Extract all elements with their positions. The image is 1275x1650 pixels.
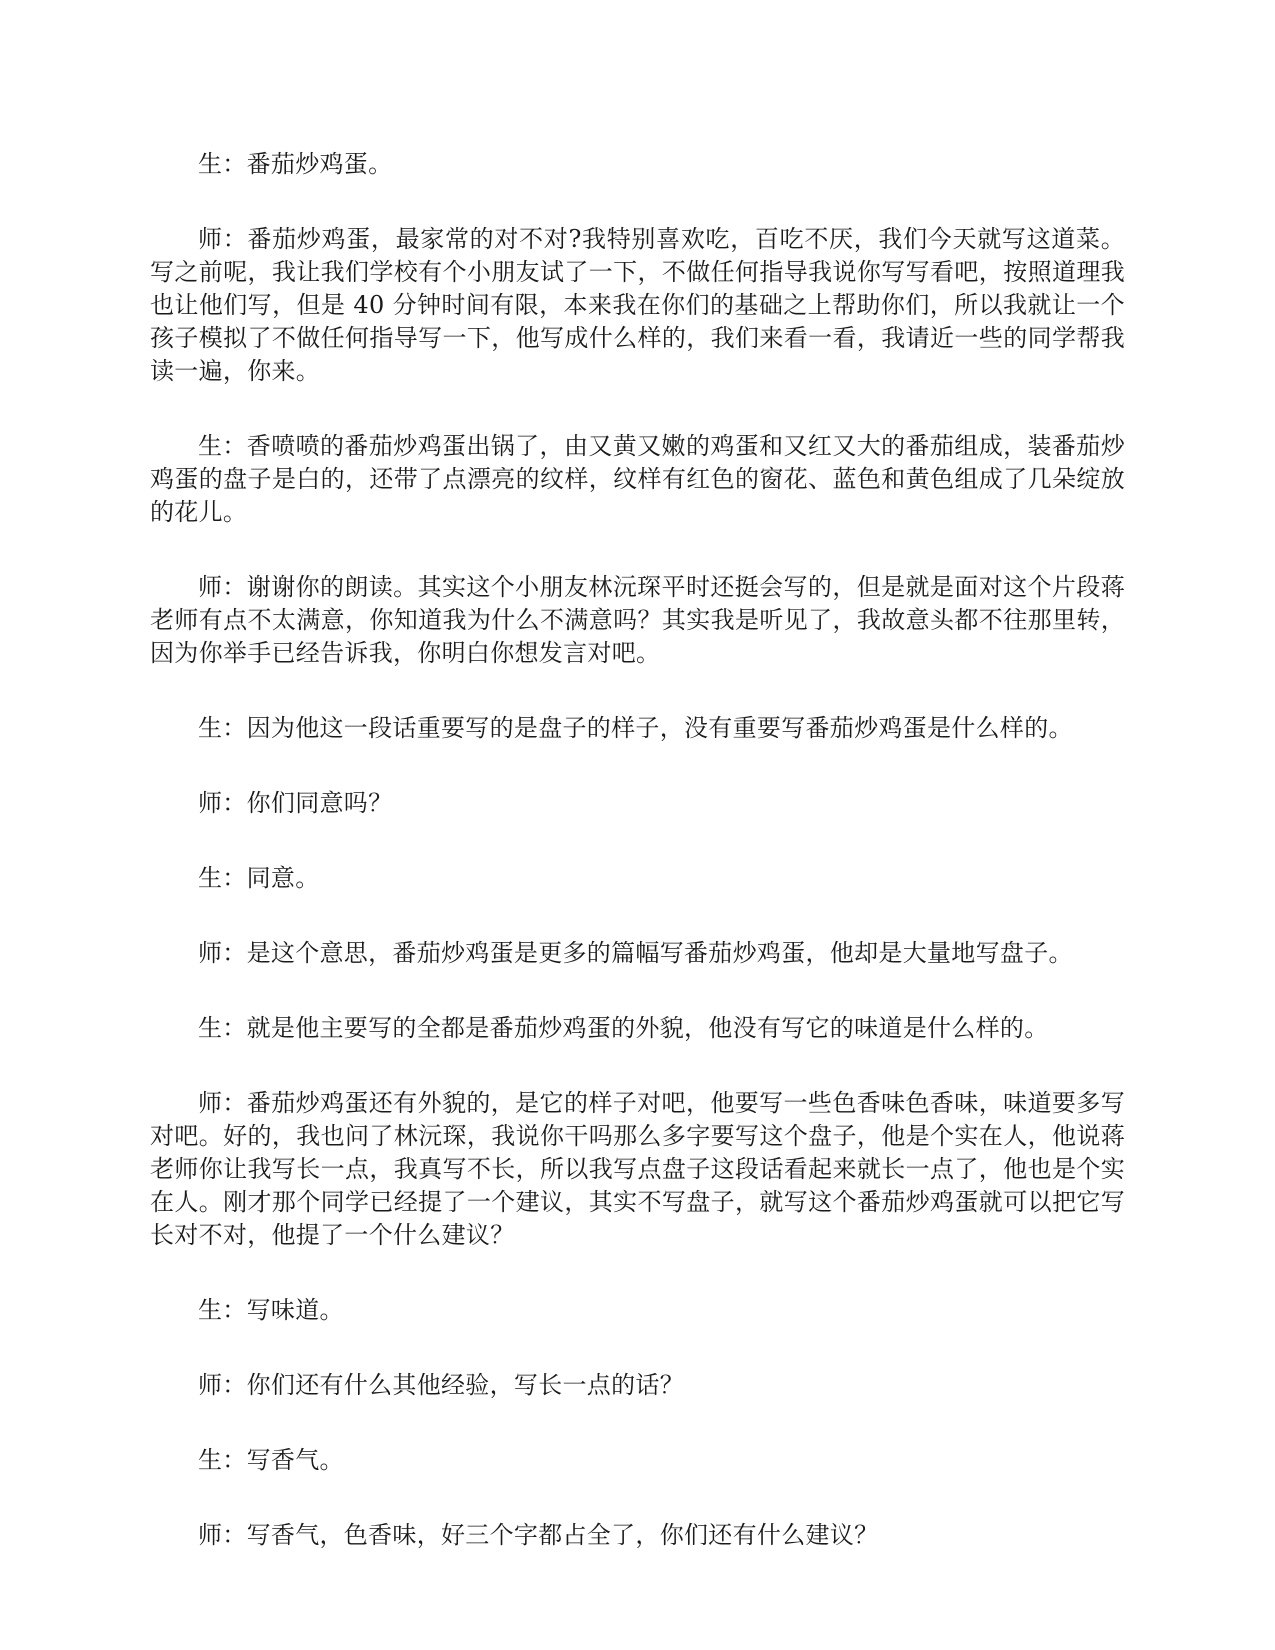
dialogue-text: 你们还有什么其他经验，写长一点的话？: [246, 1371, 685, 1399]
dialogue-text: 番茄炒鸡蛋还有外貌的，是它的样子对吧，他要写一些色香味色香味，味道要多写对吧。好的，我也问了林沅琛，我说你干吗那么多字要写这个盘子，他是个实在人，他说蒋老师你让我写长一点，我真写不长，所以我写点盘子这段话看起来就长一点了，他也是个实在人。刚才那个同学已经提了一个建议，其实不写盘子，就写这个番茄炒鸡蛋就可以把它写长对不对，他提了一个什么建议？: [150, 1089, 1125, 1249]
dialogue-text: 就是他主要写的全都是番茄炒鸡蛋的外貌，他没有写它的味道是什么样的。: [246, 1014, 1049, 1042]
speaker-label: 生：: [198, 864, 247, 892]
dialogue-text: 谢谢你的朗读。其实这个小朋友林沅琛平时还挺会写的，但是就是面对这个片段蒋老师有点不太满意，你知道我为什么不满意吗？其实我是听见了，我故意头都不往那里转，因为你举手已经告诉我，你明白你想发言对吧。: [150, 573, 1125, 667]
dialogue-text: 写味道。: [246, 1296, 344, 1324]
speaker-label: 生：: [198, 1296, 247, 1324]
dialogue-paragraph: [150, 571, 1125, 670]
speaker-label: 师：: [198, 1371, 247, 1399]
speaker-label: 师：: [198, 789, 247, 817]
speaker-label: 生：: [198, 714, 247, 742]
dialogue-paragraph: [150, 862, 1125, 895]
speaker-label: 师：: [198, 1089, 247, 1117]
dialogue-paragraph: [150, 1369, 1125, 1402]
dialogue-text: 写香气。: [246, 1446, 344, 1474]
dialogue-text: 因为他这一段话重要写的是盘子的样子，没有重要写番茄炒鸡蛋是什么样的。: [246, 714, 1073, 742]
dialogue-text: 香喷喷的番茄炒鸡蛋出锅了，由又黄又嫩的鸡蛋和又红又大的番茄组成，装番茄炒鸡蛋的盘子是白的，还带了点漂亮的纹样，纹样有红色的窗花、蓝色和黄色组成了几朵绽放的花儿。: [150, 432, 1125, 526]
dialogue-paragraph: [150, 1087, 1125, 1252]
dialogue-text: 写香气，色香味，好三个字都占全了，你们还有什么建议？: [246, 1521, 879, 1549]
speaker-label: 师：: [198, 225, 248, 253]
speaker-label: 师：: [198, 573, 247, 601]
dialogue-paragraph: [150, 148, 1125, 181]
dialogue-text: 是这个意思，番茄炒鸡蛋是更多的篇幅写番茄炒鸡蛋，他却是大量地写盘子。: [246, 939, 1073, 967]
dialogue-paragraph: [150, 1444, 1125, 1477]
speaker-label: 生：: [198, 150, 247, 178]
dialogue-text: 番茄炒鸡蛋，最家常的对不对?我特别喜欢吃，百吃不厌，我们今天就写这道菜。写之前呢，我让我们学校有个小朋友试了一下，不做任何指导我说你写写看吧，按照道理我也让他们写，但是 40 分钟时间有限，本来我在你们的基础之上帮助你们，所以我就让一个孩子模拟了不做任何指导写一下，他写成什么样的，我们来看一看，我请近一些的同学帮我读一遍，你来。: [150, 225, 1125, 385]
dialogue-paragraph: [150, 1012, 1125, 1045]
speaker-label: 生：: [198, 432, 247, 460]
dialogue-paragraph: [150, 937, 1125, 970]
dialogue-text: 同意。: [246, 864, 320, 892]
dialogue-text: 番茄炒鸡蛋。: [246, 150, 393, 178]
speaker-label: 生：: [198, 1014, 247, 1042]
dialogue-paragraph: [150, 712, 1125, 745]
transcript-body: [150, 148, 1125, 1594]
dialogue-paragraph: [150, 787, 1125, 820]
dialogue-paragraph: [150, 1294, 1125, 1327]
dialogue-text: 你们同意吗？: [246, 789, 393, 817]
dialogue-paragraph: [150, 1519, 1125, 1552]
speaker-label: 师：: [198, 939, 247, 967]
dialogue-paragraph: [150, 430, 1125, 529]
speaker-label: 师：: [198, 1521, 247, 1549]
dialogue-paragraph: [150, 223, 1125, 388]
speaker-label: 生：: [198, 1446, 247, 1474]
